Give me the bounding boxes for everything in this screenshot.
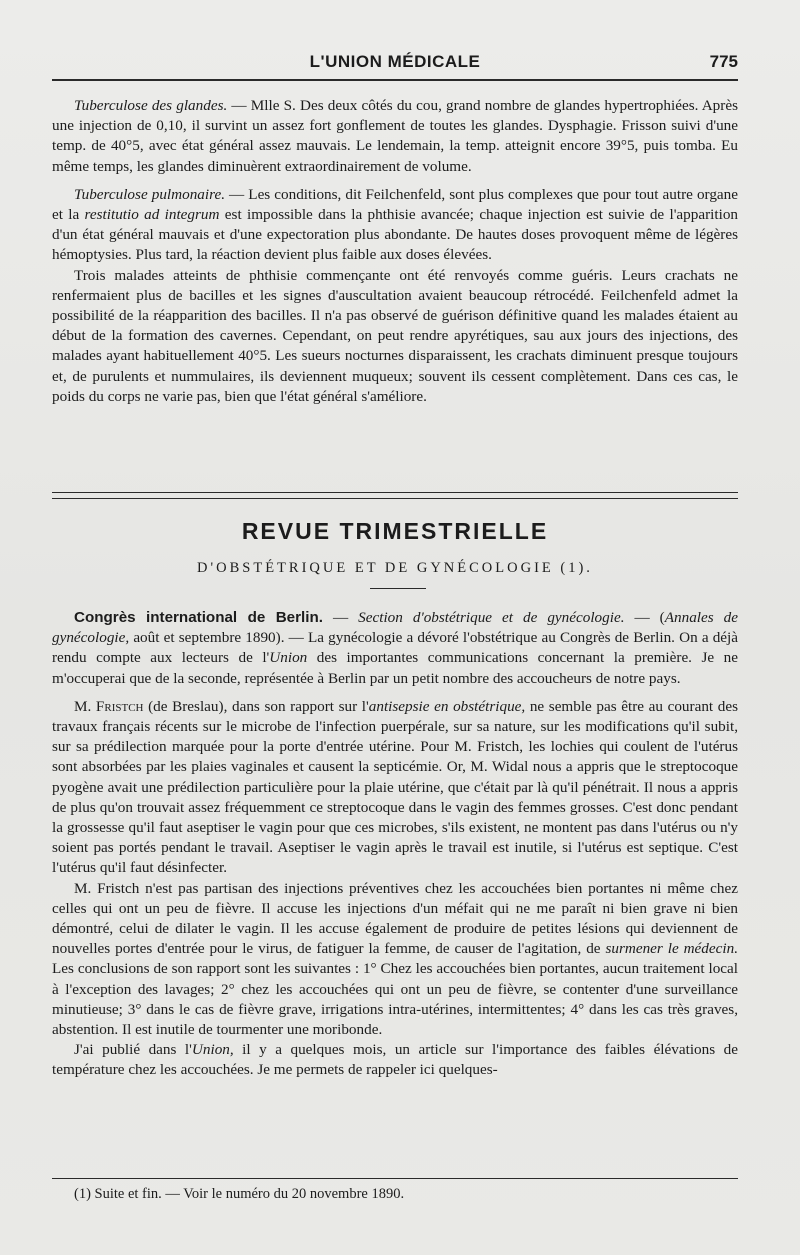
author-name: Fristch [95, 697, 144, 715]
tuberculin-section [52, 96, 738, 407]
header-rule [52, 79, 738, 81]
paragraph-text: est impossible dans la phthisie avancée; chaque injection est suivie de l'apparition d'un état général mauvais et d'une expectoration plus abondante. De hautes doses provoquent même de légères hémoptysies. Plus tard, la réaction devient plus faible aux doses élevées. [52, 206, 739, 264]
paragraph-fristch [52, 697, 738, 879]
paragraph-tuberculose-glandes [52, 96, 738, 177]
page-number: 775 [709, 52, 738, 71]
paragraph-injections [52, 879, 738, 1041]
paragraph-text: J'ai publié dans l' [74, 1041, 192, 1059]
paragraph-text: des importantes communications concernant la première. Je ne m'occuperai que de la seconde, représentée à Berlin par un petit nombre des accoucheurs de notre pays. [52, 649, 738, 687]
revue-body [52, 608, 738, 1081]
paragraph-text: août et septembre 1890). — La gynécologie a dévoré l'obstétrique au Congrès de Berlin. On a déjà rendu compte aux lecteurs de l' [52, 629, 738, 667]
paragraph-congres [52, 608, 738, 689]
paragraph-text: M. [74, 697, 96, 715]
footnote: (1) Suite et fin. — Voir le numéro du 20 novembre 1890. [74, 1186, 405, 1202]
section-subheading: D'OBSTÉTRIQUE ET DE GYNÉCOLOGIE (1). [197, 560, 593, 576]
paragraph-text: — Les conditions, dit Feilchenfeld, sont plus complexes que pour tout autre organe et la [52, 185, 738, 224]
paragraph-text: — [322, 609, 359, 626]
paragraph-tuberculose-pulmonaire [52, 185, 738, 266]
paragraph-text: M. Fristch n'est pas partisan des injections préventives chez les accouchées bien portantes ni même chez celles qui ont un peu de fièvre. Il accuse les injections d'un méfait qui ne me paraît ni bien grave ni bien démontré, celui de dilater le vagin. Il les accuse également de produire de petites lésions qui deviennent de nouvelles portes d'entrée pour le virus, de fatiguer la femme, de causer de l'agitation, de [52, 879, 738, 958]
section-divider [52, 492, 738, 499]
paragraph-phthisie: Trois malades atteints de phthisie commençante ont été renvoyés comme guéris. Leurs crachats ne renfermaient plus de bacilles et les signes d'auscultation avaient beaucoup rétrocédé. Feilchenfeld admet la possibilité de la réapparition des bacilles. Il n'a pas observé de guérison définitive quand les malades étaient au début de la formation des cavernes. Cependant, on peut rendre apyrétiques, sau aux jours des injections, des malades ayant habituellement 40°5. Les sueurs nocturnes disparaissent, les crachats diminuent presque toujours et, de purulents et nummulaires, ils deviennent muqueux; souvent ils cessent complètement. Dans ces cas, le poids du corps ne varie pas, bien que l'état général s'améliore. [52, 266, 738, 405]
journal-reference: Union [269, 649, 308, 667]
paragraph-text: Les conclusions de son rapport sont les suivantes : 1° Chez les accouchées bien portantes, aucun traitement local à l'exception des lavages; 2° chez les accouchées qui ont un peu de fièvre, se contenter d'une surveillance minutieuse; 3° dans le cas de fièvre grave, irrigations intra-utérines, intermittentes; 4° dans les cas très graves, abstention. Il est inutile de tourmenter une moribonde. [52, 960, 738, 1039]
paragraph-text: il y a quelques mois, un article sur l'importance des faibles élévations de température chez les accouchées. Je me permets de rappeler ici quelques- [52, 1041, 738, 1079]
emphasis-phrase: surmener le médecin. [605, 940, 738, 958]
report-title: antisepsie en obstétrique, [368, 697, 526, 715]
journal-reference: Annales de gynécologie, [52, 609, 739, 647]
paragraph-title: Tuberculose pulmonaire. [74, 185, 225, 203]
paragraph-text: ne semble pas être au courant des travaux français récents sur le microbe de l'infection puerpérale, sur sa nature, sur les modifications qu'il subit, sur sa prédilection marquée pour la porte d'entrée utérine. Pour M. Fristch, les lochies qui coulent de l'utérus sont absorbées par les plaies vaginales et causent la septicémie. Or, M. Widal nous a appris que le streptocoque pyogène avait une prédilection particulière pour la plaie utérine, que c'était par là qu'il pénétrait. Il nous a appris de plus qu'on trouvait assez fréquemment ce streptocoque dans le vagin des femmes grosses. C'est donc pendant la grossesse qu'il faut aseptiser le vagin pour que ces microbes, s'ils existent, ne montent pas dans l'utérus ou n'y soient pas portés pendant le travail. Aseptiser le vagin après le travail est inutile, si l'utérus est septique. C'est l'utérus qu'il faut désinfecter. [52, 697, 739, 877]
paragraph-title: Congrès international de Berlin. [74, 609, 323, 626]
section-name: Section d'obstétrique et de gynécologie. [358, 609, 625, 626]
paragraph-text: — ( [624, 609, 665, 626]
journal-reference: Union, [191, 1041, 234, 1059]
paragraph-title: Tuberculose des glandes. [74, 97, 228, 114]
footnote-rule [52, 1178, 738, 1179]
paragraph-temperature [52, 1040, 738, 1080]
section-heading: REVUE TRIMESTRIELLE [241, 518, 549, 544]
paragraph-text: (de Breslau), dans son rapport sur l' [143, 697, 369, 715]
journal-title: L'UNION MÉDICALE [309, 52, 481, 71]
latin-phrase: restitutio ad integrum [84, 206, 220, 224]
subheading-rule [370, 588, 426, 589]
running-head [52, 50, 738, 78]
paragraph-text: — Mlle S. Des deux côtés du cou, grand nombre de glandes hypertrophiées. Après une injection de 0,10, il survint un assez fort gonflement de toutes les glandes. Dysphagie. Frisson suivi d'une temp. de 40°5, avec état général assez mauvais. Le lendemain, la temp. atteignit encore 39°5, puis tomba. Eu même temps, les glandes diminuèrent extraordinairement de volume. [52, 97, 738, 175]
